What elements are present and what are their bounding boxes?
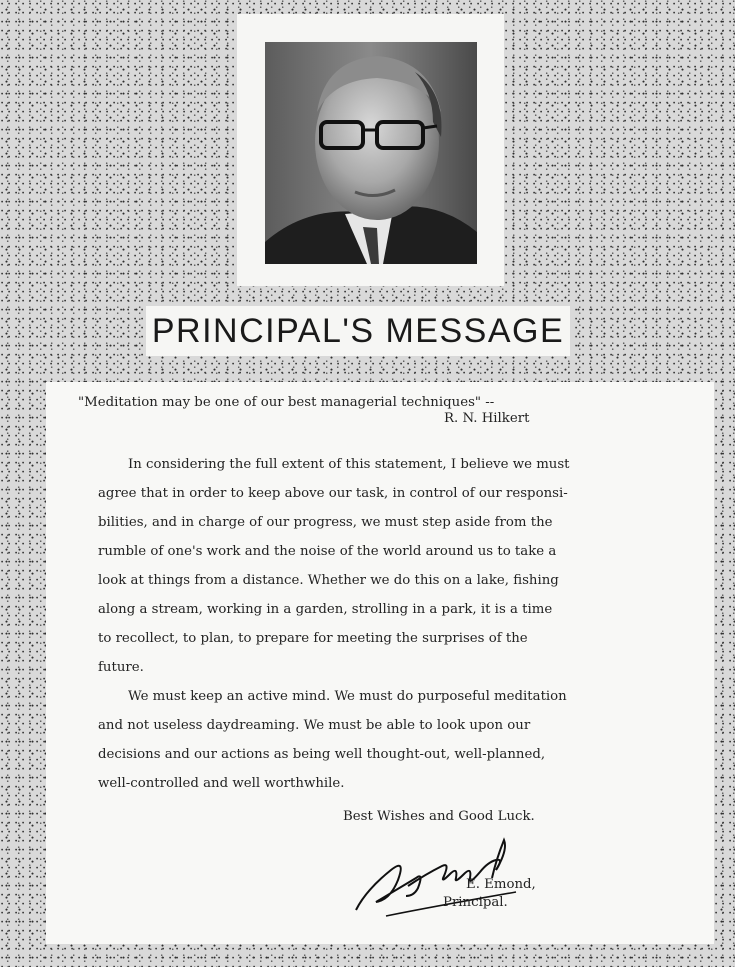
portrait-frame bbox=[237, 14, 504, 286]
body-line: We must keep an active mind. We must do purposeful meditation bbox=[128, 689, 567, 704]
quote-text: "Meditation may be one of our best managerial techniques" -- bbox=[78, 395, 495, 410]
body-line: to recollect, to plan, to prepare for meeting the surprises of the bbox=[98, 631, 528, 646]
body-line: well-controlled and well worthwhile. bbox=[98, 776, 345, 791]
body-line: look at things from a distance. Whether we do this on a lake, fishing bbox=[98, 573, 559, 588]
principal-portrait-photo bbox=[265, 42, 477, 264]
signatory-name: E. Emond, bbox=[466, 877, 536, 892]
body-line: rumble of one's work and the noise of the world around us to take a bbox=[98, 544, 557, 559]
body-line: and not useless daydreaming. We must be able to look upon our bbox=[98, 718, 531, 733]
message-panel bbox=[46, 382, 714, 944]
body-line: along a stream, working in a garden, strolling in a park, it is a time bbox=[98, 602, 553, 617]
page-title: PRINCIPAL'S MESSAGE bbox=[151, 311, 565, 350]
body-line: decisions and our actions as being well thought-out, well-planned, bbox=[98, 747, 546, 762]
body-line: agree that in order to keep above our task, in control of our responsi- bbox=[98, 486, 568, 501]
closing-line: Best Wishes and Good Luck. bbox=[343, 809, 535, 824]
quote-author: R. N. Hilkert bbox=[444, 411, 530, 426]
heading-box bbox=[146, 306, 570, 356]
body-line: future. bbox=[98, 660, 144, 675]
body-line: bilities, and in charge of our progress, we must step aside from the bbox=[98, 515, 553, 530]
body-line: In considering the full extent of this statement, I believe we must bbox=[128, 457, 570, 472]
signatory-title: Principal. bbox=[443, 895, 508, 910]
